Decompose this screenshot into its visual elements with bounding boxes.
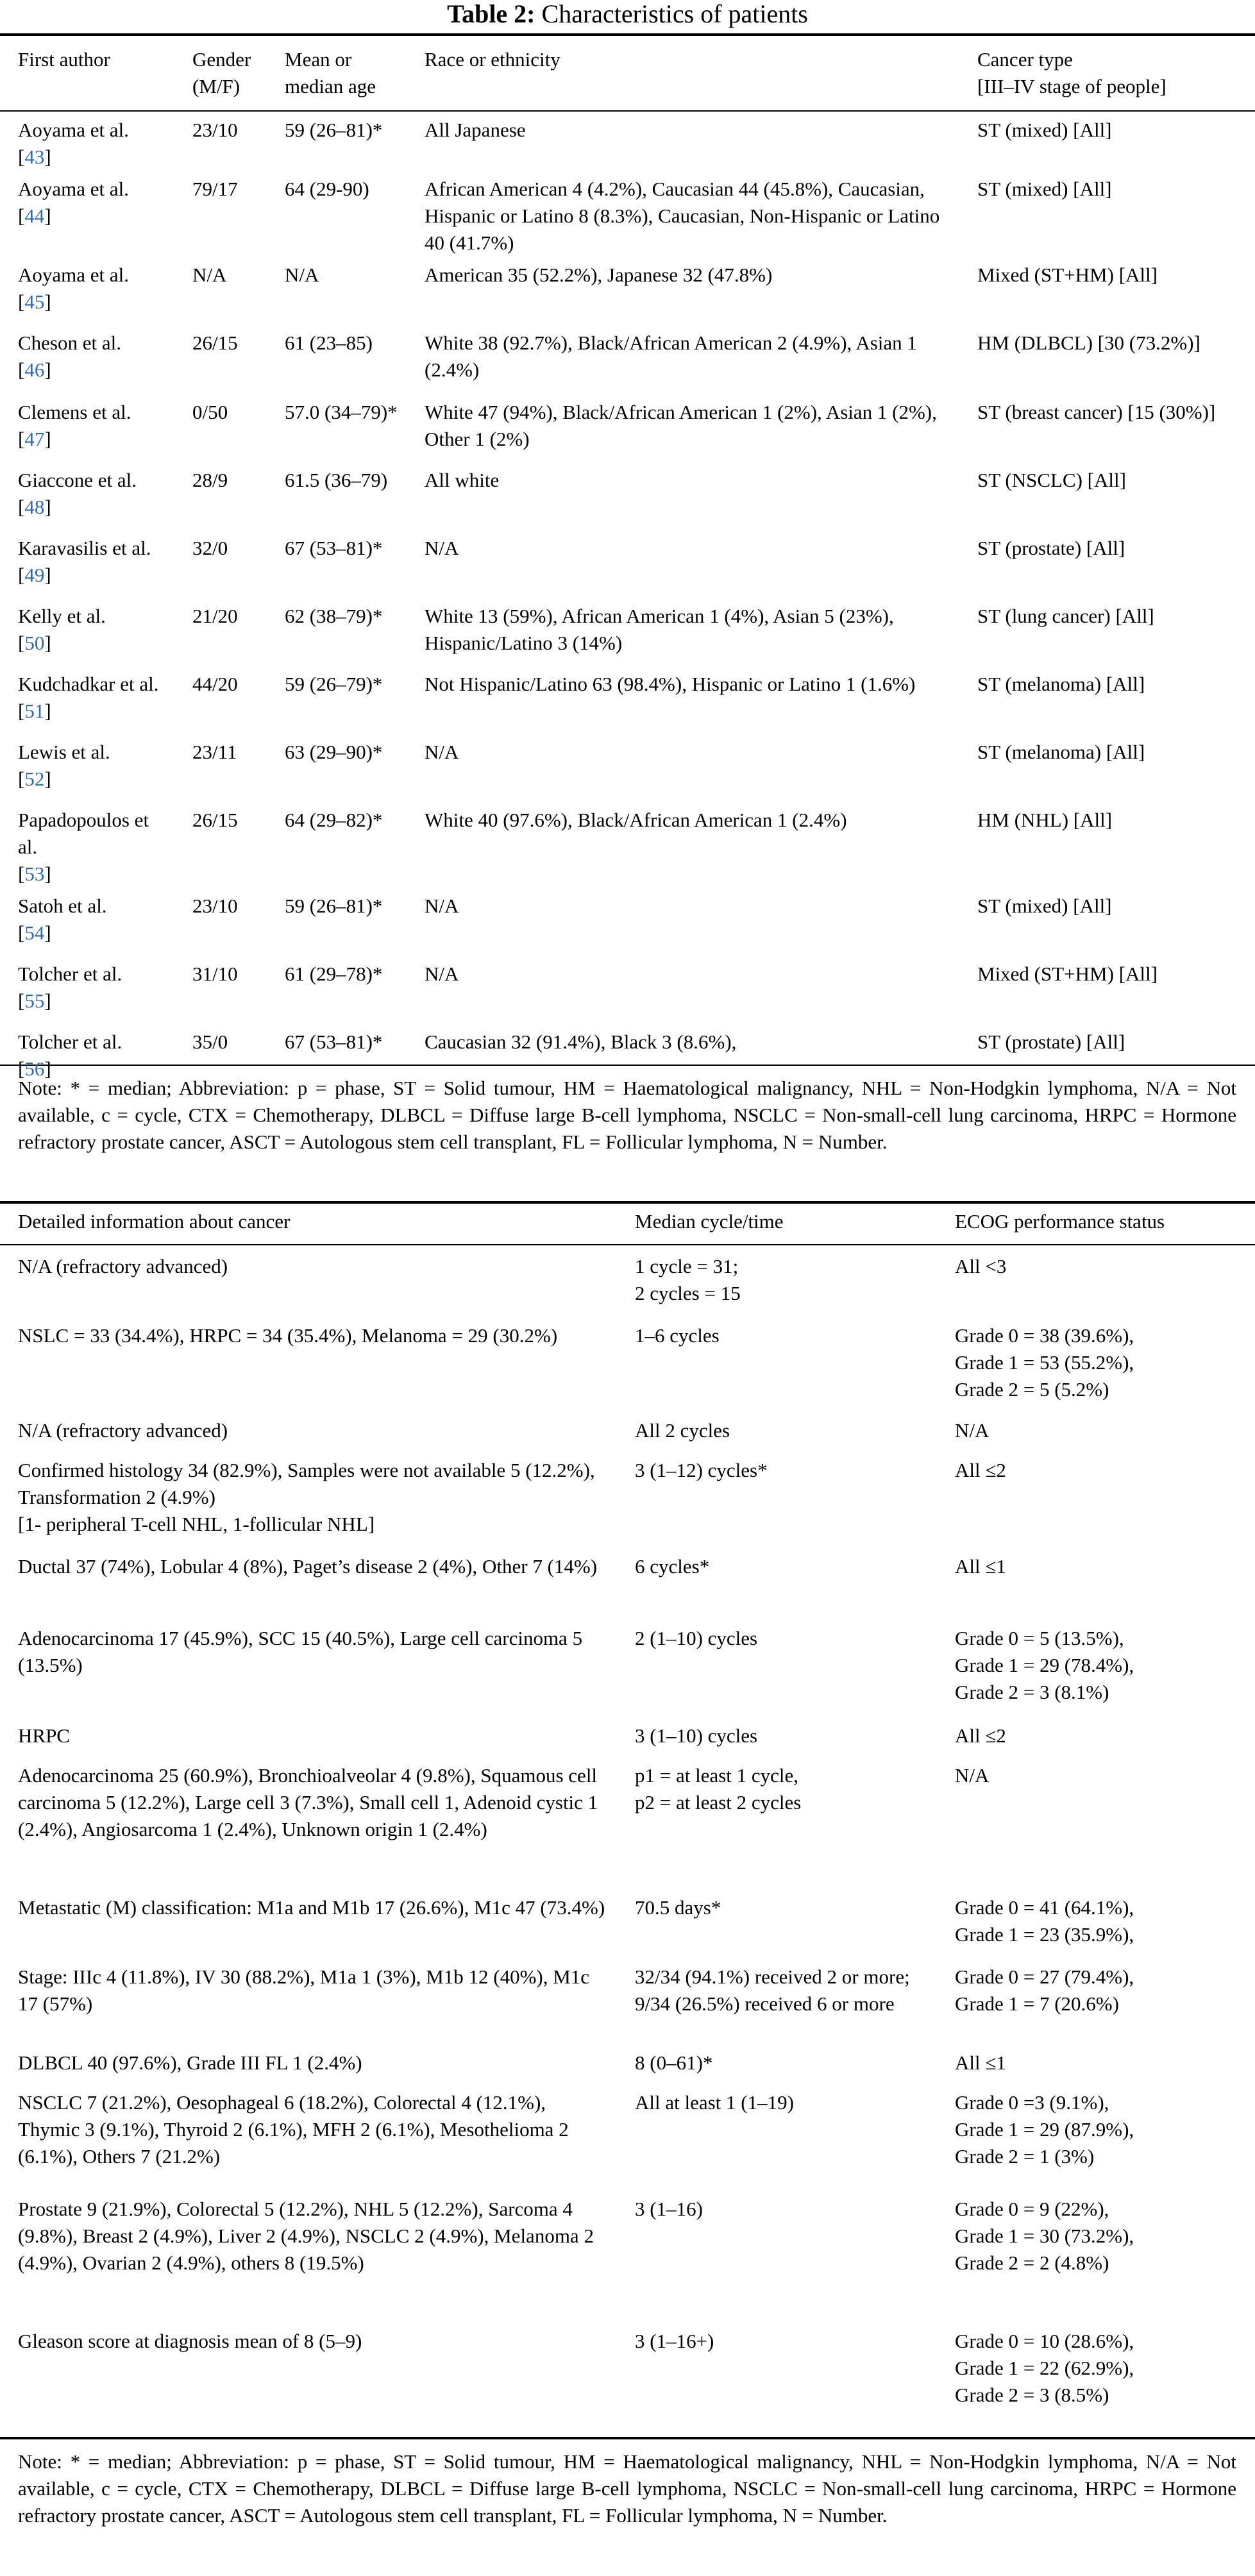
cell-cancer-info: Adenocarcinoma 17 (45.9%), SCC 15 (40.5%), Large cell carcinoma 5 (13.5%) [18,1627,583,1676]
cell-gender: 23/10 [192,895,238,917]
reference-link[interactable]: 54 [24,922,45,944]
cell-cancer-type: ST (mixed) [All] [977,119,1112,141]
table-row [0,2191,1255,2323]
cell-gender: 44/20 [192,673,238,695]
cell-age: 59 (26–81)* [285,895,383,917]
cell-cancer-type: ST (breast cancer) [15 (30%)] [977,401,1216,423]
cell-median-cycle: 2 (1–10) cycles [635,1627,758,1649]
patient-characteristics-table [0,46,1255,1091]
table-row [0,1620,1255,1717]
cell-age: 61 (23–85) [285,332,373,354]
cell-author: Kudchadkar et al. [51] [18,673,159,722]
cell-median-cycle: 8 (0–61)* [635,2051,713,2074]
cell-race: American 35 (52.2%), Japanese 32 (47.8%) [425,264,773,286]
cell-author: Papadopoulos et al. [53] [18,809,149,885]
cell-cancer-info: N/A (refractory advanced) [18,1419,228,1442]
reference-link[interactable]: 47 [24,428,45,450]
cell-median-cycle: 3 (1–10) cycles [635,1724,758,1747]
cell-race: N/A [425,963,459,985]
cell-race: All white [425,469,500,491]
cell-gender: 79/17 [192,178,238,200]
cell-ecog: Grade 0 = 5 (13.5%), Grade 1 = 29 (78.4%), Grade 2 = 3 (8.1%) [955,1627,1134,1703]
cell-author: Clemens et al. [47] [18,401,131,450]
table-row [0,1889,1255,1958]
cell-gender: 0/50 [192,401,228,423]
table-label: Table 2: [447,0,535,28]
cell-ecog: All ≤2 [955,1724,1006,1747]
cell-ecog: All ≤1 [955,1555,1006,1578]
table-row [0,2323,1255,2409]
table-row [0,2044,1255,2084]
reference-link[interactable]: 55 [24,989,45,1012]
cell-median-cycle: p1 = at least 1 cycle, p2 = at least 2 cycles [635,1764,802,1814]
table-row [0,1452,1255,1548]
reference-link[interactable]: 48 [24,496,45,518]
cell-cancer-info: N/A (refractory advanced) [18,1255,228,1277]
cell-gender: 23/11 [192,741,237,763]
table-row [0,598,1255,666]
cell-age: N/A [285,264,319,286]
cell-ecog: Grade 0 = 41 (64.1%), Grade 1 = 23 (35.9%), [955,1896,1134,1946]
cell-median-cycle: 3 (1–12) cycles* [635,1459,768,1481]
cell-age: 62 (38–79)* [285,605,383,627]
header-cancer-type: Cancer type [III–IV stage of people] [977,48,1167,97]
cell-gender: 26/15 [192,809,238,831]
header-race: Race or ethnicity [425,48,560,71]
cell-race: African American 4 (4.2%), Caucasian 44 (45.8%), Caucasian, Hispanic or Latino 8 (8.3%), Caucasian, Non-Hispanic or Latino 40 (41.7%) [425,178,940,254]
cell-median-cycle: 3 (1–16) [635,2198,703,2220]
cell-age: 64 (29–82)* [285,809,383,831]
cell-cancer-info: Confirmed histology 34 (82.9%), Samples were not available 5 (12.2%), Transformation 2 (4.9%) [1- peripheral T-cell NHL, 1-follicular NHL] [18,1459,595,1535]
table-row [0,324,1255,394]
cell-cancer-info: Prostate 9 (21.9%), Colorectal 5 (12.2%), NHL 5 (12.2%), Sarcoma 4 (9.8%), Breast 2 (4.9%), Liver 2 (4.9%), NSCLC 2 (4.9%), Melanoma 2 (4.9%), Ovarian 2 (4.9%), others 8 (19.5%) [18,2198,594,2274]
cell-author: Satoh et al. [54] [18,895,107,944]
header-age: Mean or median age [285,48,376,97]
cell-cancer-info: NSCLC 7 (21.2%), Oesophageal 6 (18.2%), Colorectal 4 (12.1%), Thymic 3 (9.1%), Thyroid 2 (6.1%), MFH 2 (6.1%), Mesothelioma 2 (6.1%), Others 7 (21.2%) [18,2091,569,2168]
table-row [0,1717,1255,1757]
cell-median-cycle: 3 (1–16+) [635,2330,714,2352]
cell-cancer-type: ST (NSCLC) [All] [977,469,1126,491]
table2-top-rule [0,1201,1255,1204]
cell-race: White 13 (59%), African American 1 (4%), Asian 5 (23%), Hispanic/Latino 3 (14%) [425,605,894,654]
table-row [0,112,1255,171]
cell-cancer-type: ST (prostate) [All] [977,537,1125,559]
cell-race: N/A [425,537,459,559]
cell-gender: 35/0 [192,1031,228,1053]
cell-median-cycle: 6 cycles* [635,1555,710,1578]
header-ecog: ECOG performance status [955,1210,1165,1233]
table-row [0,955,1255,1023]
cell-race: White 47 (94%), Black/African American 1 (2%), Asian 1 (2%), Other 1 (2%) [425,401,937,450]
header-median-cycle: Median cycle/time [635,1210,784,1233]
cell-cancer-info: Adenocarcinoma 25 (60.9%), Bronchioalveolar 4 (9.8%), Squamous cell carcinoma 5 (12.2%), Large cell 3 (7.3%), Small cell 1, Adenoid cystic 1 (2.4%), Angiosarcoma 1 (2.4%), Unknown origin 1 (2.4%) [18,1764,598,1840]
cell-cancer-info: NSLC = 33 (34.4%), HRPC = 34 (35.4%), Melanoma = 29 (30.2%) [18,1324,558,1347]
cell-gender: 23/10 [192,119,238,141]
reference-link[interactable]: 44 [24,205,45,227]
cell-age: 64 (29-90) [285,178,369,200]
cell-median-cycle: 1–6 cycles [635,1324,720,1347]
table2-note: Note: * = median; Abbreviation: p = phase, ST = Solid tumour, HM = Haematological malignancy, NHL = Non-Hodgkin lymphoma, N/A = Not available, c = cycle, CTX = Chemotherapy, DLBCL = Diffuse large B-cell lymphoma, NSCLC = Non-small-cell lung carcinoma, HRPC = Hormone refractory prostate cancer, ASCT = Autologous stem cell transplant, FL = Follicular lymphoma, N = Number. [18,2450,1236,2527]
table-row [0,1317,1255,1412]
cell-gender: N/A [192,264,227,286]
cell-age: 59 (26–81)* [285,119,383,141]
cell-gender: 32/0 [192,537,228,559]
cell-cancer-info: Gleason score at diagnosis mean of 8 (5–9) [18,2330,362,2352]
cell-ecog: Grade 0 = 38 (39.6%), Grade 1 = 53 (55.2%), Grade 2 = 5 (5.2%) [955,1324,1134,1401]
reference-link[interactable]: 56 [24,1057,45,1080]
table-row [0,1548,1255,1620]
cell-age: 61.5 (36–79) [285,469,388,491]
table-row [0,1412,1255,1452]
cell-author: Karavasilis et al. [49] [18,537,151,586]
table-row [0,171,1255,257]
cell-cancer-info: DLBCL 40 (97.6%), Grade III FL 1 (2.4%) [18,2051,362,2074]
cell-author: Aoyama et al. [45] [18,264,130,313]
table1-header-row [0,46,1255,112]
cell-age: 57.0 (34–79)* [285,401,398,423]
header-first-author: First author [18,48,110,71]
cell-race: N/A [425,741,459,763]
header-cancer-info: Detailed information about cancer [18,1210,291,1233]
cell-author: Aoyama et al. [43] [18,119,130,168]
cell-age: 67 (53–81)* [285,537,383,559]
reference-link[interactable]: 52 [24,768,45,790]
cell-cancer-info: Stage: IIIc 4 (11.8%), IV 30 (88.2%), M1a 1 (3%), M1b 12 (40%), M1c 17 (57%) [18,1966,590,2015]
cell-median-cycle: All at least 1 (1–19) [635,2091,794,2114]
cell-author: Aoyama et al. [44] [18,178,130,227]
cell-author: Lewis et al. [52] [18,741,110,790]
cell-cancer-type: ST (mixed) [All] [977,895,1112,917]
table-row [0,394,1255,462]
cell-cancer-type: Mixed (ST+HM) [All] [977,963,1158,985]
reference-link[interactable]: 49 [24,564,45,586]
cell-ecog: N/A [955,1764,990,1787]
cell-race: Not Hispanic/Latino 63 (98.4%), Hispanic or Latino 1 (1.6%) [425,673,916,695]
table-row [0,2084,1255,2191]
cell-ecog: All ≤1 [955,2051,1006,2074]
cell-cancer-type: Mixed (ST+HM) [All] [977,264,1158,286]
top-rule [0,33,1255,36]
cancer-details-table [0,1208,1255,2409]
table2-header-row [0,1208,1255,1248]
cell-age: 59 (26–79)* [285,673,383,695]
table-row [0,1248,1255,1317]
cell-age: 67 (53–81)* [285,1031,383,1053]
cell-race: White 38 (92.7%), Black/African American 2 (4.9%), Asian 1 (2.4%) [425,332,917,381]
cell-author: Giaccone et al. [48] [18,469,137,518]
cell-median-cycle: 32/34 (94.1%) received 2 or more; 9/34 (26.5%) received 6 or more [635,1966,910,2015]
table-row [0,1757,1255,1889]
cell-author: Cheson et al. [46] [18,332,121,381]
reference-link[interactable]: 45 [24,290,45,313]
cell-ecog: Grade 0 = 10 (28.6%), Grade 1 = 22 (62.9%), Grade 2 = 3 (8.5%) [955,2330,1134,2406]
cell-median-cycle: 1 cycle = 31; 2 cycles = 15 [635,1255,741,1304]
cell-author: Tolcher et al. [55] [18,963,122,1012]
cell-ecog: N/A [955,1419,990,1442]
cell-author: Tolcher et al. [56] [18,1031,122,1080]
header-gender: Gender (M/F) [192,48,251,97]
table-row [0,802,1255,888]
table-row [0,530,1255,598]
cell-race: Caucasian 32 (91.4%), Black 3 (8.6%), [425,1031,737,1053]
cell-ecog: Grade 0 =3 (9.1%), Grade 1 = 29 (87.9%), Grade 2 = 1 (3%) [955,2091,1134,2168]
cell-gender: 26/15 [192,332,238,354]
table1-note: Note: * = median; Abbreviation: p = phase, ST = Solid tumour, HM = Haematological malignancy, NHL = Non-Hodgkin lymphoma, N/A = Not available, c = cycle, CTX = Chemotherapy, DLBCL = Diffuse large B-cell lymphoma, NSCLC = Non-small-cell lung carcinoma, HRPC = Hormone refractory prostate cancer, ASCT = Autologous stem cell transplant, FL = Follicular lymphoma, N = Number. [18,1077,1236,1153]
cell-cancer-info: HRPC [18,1724,70,1747]
cell-cancer-type: ST (prostate) [All] [977,1031,1125,1053]
table-title [0,0,1255,28]
cell-author: Kelly et al. [50] [18,605,106,654]
table-row [0,666,1255,734]
cell-cancer-type: HM (DLBCL) [30 (73.2%)] [977,332,1200,354]
reference-link[interactable]: 46 [24,358,45,381]
cell-ecog: Grade 0 = 27 (79.4%), Grade 1 = 7 (20.6%) [955,1966,1134,2015]
reference-link[interactable]: 53 [24,863,45,885]
table2-bottom-rule [0,2437,1255,2439]
table-row [0,257,1255,324]
cell-median-cycle: All 2 cycles [635,1419,730,1442]
reference-link[interactable]: 51 [24,700,45,722]
reference-link[interactable]: 50 [24,632,45,654]
cell-cancer-type: HM (NHL) [All] [977,809,1113,831]
cell-ecog: All ≤2 [955,1459,1006,1481]
table-row [0,462,1255,530]
table-caption: Characteristics of patients [541,0,808,28]
reference-link[interactable]: 43 [24,146,45,168]
cell-gender: 21/20 [192,605,238,627]
cell-median-cycle: 70.5 days* [635,1896,721,1919]
cell-race: All Japanese [425,119,526,141]
cell-age: 61 (29–78)* [285,963,383,985]
cell-cancer-info: Metastatic (M) classification: M1a and M1b 17 (26.6%), M1c 47 (73.4%) [18,1896,605,1919]
cell-ecog: Grade 0 = 9 (22%), Grade 1 = 30 (73.2%), Grade 2 = 2 (4.8%) [955,2198,1134,2274]
table-row [0,1958,1255,2044]
cell-gender: 28/9 [192,469,228,491]
cell-cancer-info: Ductal 37 (74%), Lobular 4 (8%), Paget’s disease 2 (4%), Other 7 (14%) [18,1555,598,1578]
cell-cancer-type: ST (lung cancer) [All] [977,605,1154,627]
cell-race: White 40 (97.6%), Black/African American 1 (2.4%) [425,809,847,831]
table-row [0,888,1255,955]
cell-cancer-type: ST (melanoma) [All] [977,741,1145,763]
cell-gender: 31/10 [192,963,238,985]
cell-race: N/A [425,895,459,917]
cell-ecog: All <3 [955,1255,1007,1277]
cell-cancer-type: ST (melanoma) [All] [977,673,1145,695]
cell-age: 63 (29–90)* [285,741,383,763]
cell-cancer-type: ST (mixed) [All] [977,178,1112,200]
table-row [0,734,1255,802]
